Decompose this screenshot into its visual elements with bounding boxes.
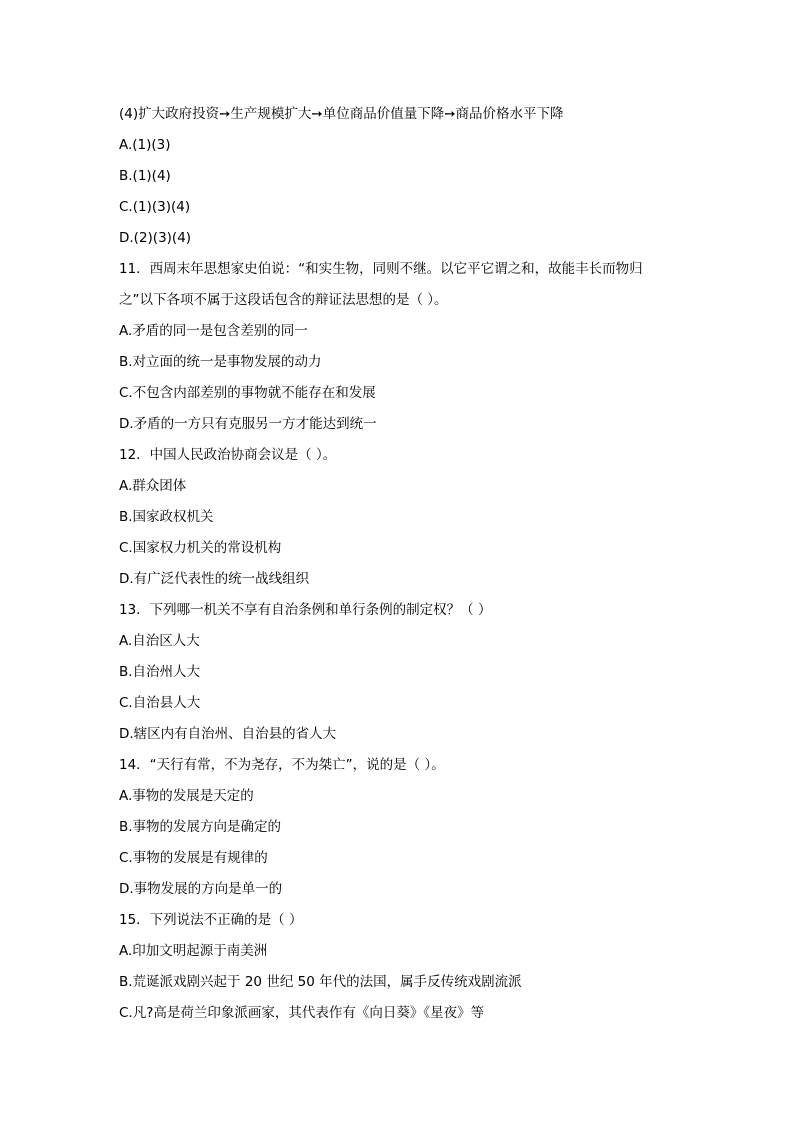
q15-option-a: A.印加文明起源于南美洲 — [119, 943, 268, 959]
q14-option-d: D.事物发展的方向是单一的 — [119, 881, 283, 897]
option-line-4: (4)扩大政府投资➙生产规模扩大➙单位商品价值量下降➙商品价格水平下降 — [119, 106, 564, 122]
q14-option-b: B.事物的发展方向是确定的 — [119, 819, 282, 835]
q12-option-d: D.有广泛代表性的统一战线组织 — [119, 571, 310, 587]
q13-option-d: D.辖区内有自治州、自治县的省人大 — [119, 726, 337, 742]
q10-option-b: B.(1)(4) — [119, 168, 171, 184]
q14-option-c: C.事物的发展是有规律的 — [119, 850, 268, 866]
q12-stem: 12．中国人民政治协商会议是（ ）。 — [119, 447, 337, 463]
q11-option-d: D.矛盾的一方只有克服另一方才能达到统一 — [119, 416, 377, 432]
document-body — [119, 99, 679, 1029]
q12-option-c: C.国家权力机关的常设机构 — [119, 540, 282, 556]
q11-option-c: C.不包含内部差别的事物就不能存在和发展 — [119, 385, 376, 401]
q11-option-b: B.对立面的统一是事物发展的动力 — [119, 354, 322, 370]
q11-option-a: A.矛盾的同一是包含差别的同一 — [119, 323, 308, 339]
q15-option-b: B.荒诞派戏剧兴起于 20 世纪 50 年代的法国，属手反传统戏剧流派 — [119, 974, 522, 990]
q13-option-b: B.自治州人大 — [119, 664, 201, 680]
q13-option-c: C.自治县人大 — [119, 695, 201, 711]
q11-stem-line-2: 之”以下各项不属于这段话包含的辩证法思想的是（ ）。 — [119, 292, 448, 308]
q11-stem-line-1: 11．西周末年思想家史伯说：“和实生物，同则不继。以它平它谓之和，故能丰长而物归 — [119, 261, 643, 277]
q15-option-c: C.凡?高是荷兰印象派画家，其代表作有《向日葵》《星夜》等 — [119, 1005, 485, 1021]
q14-stem: 14．“天行有常，不为尧存，不为桀亡”，说的是（ ）。 — [119, 757, 445, 773]
q10-option-c: C.(1)(3)(4) — [119, 199, 191, 215]
q10-option-a: A.(1)(3) — [119, 137, 171, 153]
q12-option-a: A.群众团体 — [119, 478, 187, 494]
q13-stem: 13．下列哪一机关不享有自治条例和单行条例的制定权？（ ） — [119, 602, 492, 618]
q13-option-a: A.自治区人大 — [119, 633, 200, 649]
q14-option-a: A.事物的发展是天定的 — [119, 788, 254, 804]
q10-option-d: D.(2)(3)(4) — [119, 230, 192, 246]
q15-stem: 15．下列说法不正确的是（ ） — [119, 912, 303, 928]
q12-option-b: B.国家政权机关 — [119, 509, 214, 525]
